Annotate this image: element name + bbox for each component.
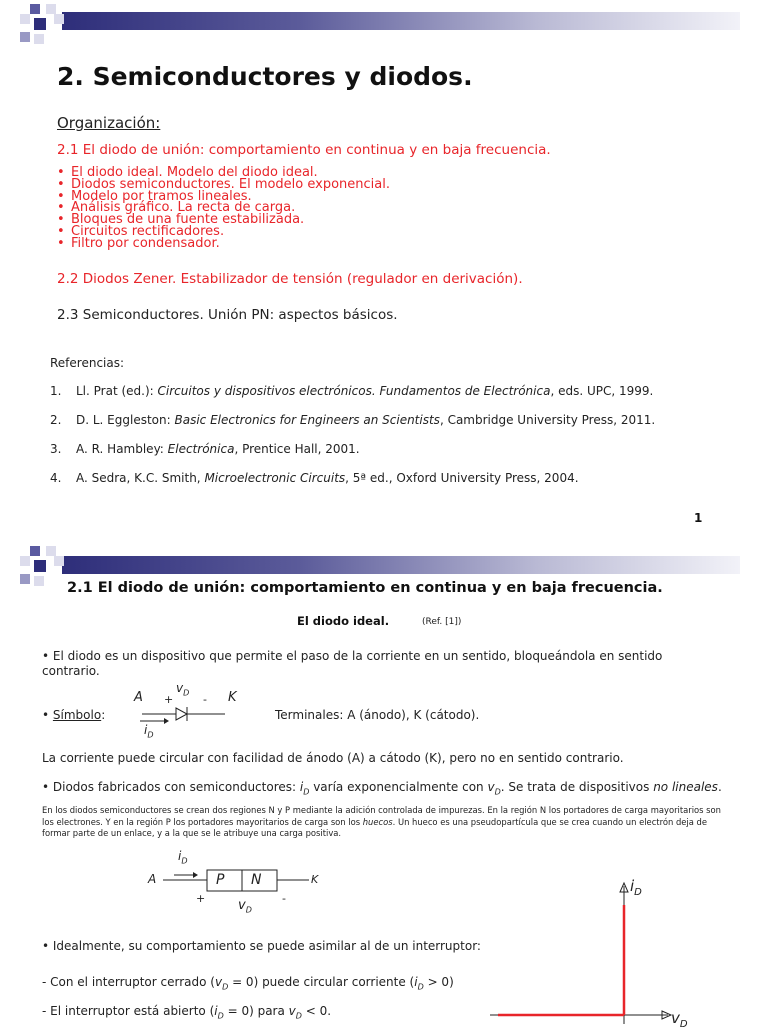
terminals-text: Terminales: A (ánodo), K (cátodo).	[275, 708, 480, 722]
ideal-diode-graph: $i_D$ $v_D$	[490, 873, 720, 1024]
logo-squares	[20, 4, 80, 64]
list-item: • Análisis gráfico. La recta de carga.	[57, 202, 390, 214]
references-label: Referencias:	[50, 356, 125, 370]
topic-list	[57, 167, 390, 250]
reference-item: 1. Ll. Prat (ed.): Circuitos y dispositivos electrónicos. Fundamentos de Electrónica, eds. UPC, 1999.	[50, 384, 654, 398]
pn-junction-diagram: A $i_D$ P N K + $v_D$ -	[145, 846, 335, 921]
section-2-1: 2.1 El diodo de unión: comportamiento en continua y en baja frecuencia.	[57, 142, 551, 158]
subtitle: El diodo ideal.	[297, 614, 390, 628]
list-item: • Circuitos rectificadores.	[57, 226, 390, 238]
slide-2	[0, 538, 768, 1030]
paragraph-closed: - Con el interruptor cerrado $(v_D = 0)$ puede circular corriente $(i_D > 0)$	[42, 975, 454, 992]
diode-symbol: A + $v_D$ - K $i_D$	[130, 683, 250, 743]
paragraph-definition: • El diodo es un dispositivo que permite el paso de la corriente en un sentido, bloqueándola en sentido contrario.	[42, 649, 663, 678]
organization-label: Organización:	[57, 114, 161, 132]
section-2-3: 2.3 Semiconductores. Unión PN: aspectos básicos.	[57, 307, 398, 323]
list-item: • Modelo por tramos lineales.	[57, 191, 390, 203]
list-item: • Diodos semiconductores. El modelo exponencial.	[57, 179, 390, 191]
iv-characteristic-icon	[490, 873, 720, 1024]
paragraph-current: La corriente puede circular con facilidad de ánodo (A) a cátodo (K), pero no en sentido contrario.	[42, 751, 624, 765]
paragraph-semiconductors: • Diodos fabricados con semiconductores: $i_D$ varía exponencialmente con $v_D$. Se trata de dispositivos no lineales.	[42, 780, 722, 797]
reference-item: 2. D. L. Eggleston: Basic Electronics for Engineers an Scientists, Cambridge University Press, 2011.	[50, 413, 656, 427]
list-item: • Filtro por condensador.	[57, 238, 390, 250]
list-item: • Bloques de una fuente estabilizada.	[57, 214, 390, 226]
slide-title: 2.1 El diodo de unión: comportamiento en continua y en baja frecuencia.	[67, 580, 663, 596]
paragraph-small-note: En los diodos semiconductores se crean dos regiones N y P mediante la adición controlada de impurezas. En la región N los portadores de carga mayoritarios son los electrones. Y en la región P los portadores mayoritarios de carga son los huecos. Un hueco es una pseudopartícula que se crea cuando un electrón deja de formar parte de un enlace, y a la que se le atribuye una carga positiva.	[42, 805, 721, 838]
header-bar	[62, 556, 740, 574]
paragraph-switch: • Idealmente, su comportamiento se puede asimilar al de un interruptor:	[42, 939, 481, 953]
page-number: 1	[694, 511, 703, 525]
reference-item: 4. A. Sedra, K.C. Smith, Microelectronic Circuits, 5ª ed., Oxford University Press, 2004.	[50, 471, 579, 485]
slide-title: 2. Semiconductores y diodos.	[57, 62, 473, 91]
list-item: • El diodo ideal. Modelo del diodo ideal.	[57, 167, 390, 179]
section-2-2: 2.2 Diodos Zener. Estabilizador de tensión (regulador en derivación).	[57, 271, 523, 287]
subtitle-ref: (Ref. [1])	[422, 617, 462, 627]
symbol-label: • Símbolo:	[42, 708, 106, 722]
logo-squares	[20, 546, 80, 606]
paragraph-open: - El interruptor está abierto $(i_D = 0)$ para $v_D < 0$.	[42, 1004, 332, 1021]
reference-item: 3. A. R. Hambley: Electrónica, Prentice Hall, 2001.	[50, 442, 360, 456]
header-bar	[62, 12, 740, 30]
